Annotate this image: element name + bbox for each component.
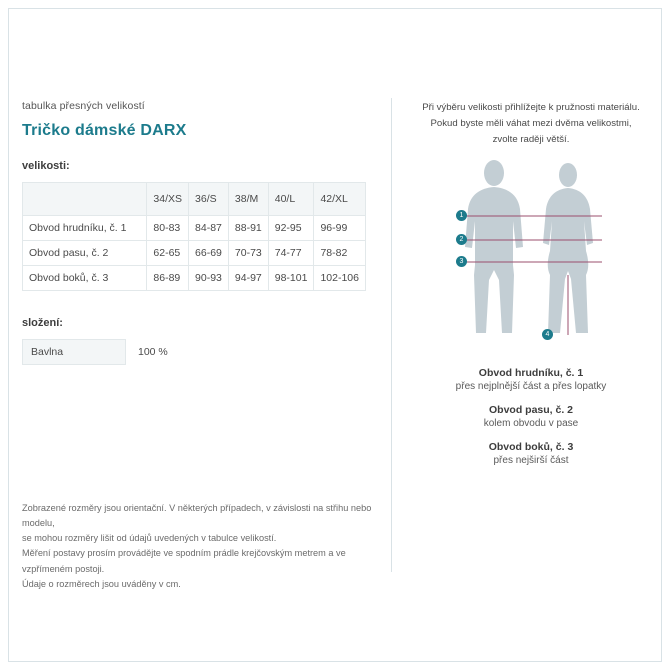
sizes-label: velikosti:: [22, 160, 70, 172]
intro-line: zvolte raději větší.: [492, 133, 570, 145]
table-cell: 88-91: [228, 216, 268, 241]
table-header-row: [23, 183, 366, 216]
table-header-cell: [23, 183, 147, 216]
table-cell: 94-97: [228, 266, 268, 291]
intro-line: Pokud byste měli váhat mezi dvěma velikostmi,: [430, 117, 632, 129]
table-header-cell: 40/L: [268, 183, 314, 216]
note-line: se mohou rozměry lišit od údajů uvedených v tabulce velikostí.: [22, 533, 277, 544]
table-cell: 66-69: [189, 241, 229, 266]
table-header-cell: 34/XS: [147, 183, 189, 216]
badge-2: 2: [456, 234, 467, 245]
badge-4: 4: [542, 329, 553, 340]
table-cell: 98-101: [268, 266, 314, 291]
badge-3: 3: [456, 256, 467, 267]
note-line: Měření postavy prosím provádějte ve spodním prádle krejčovským metrem a ve vzpřímeném postoji.: [22, 548, 346, 574]
table-header-cell: 42/XL: [314, 183, 366, 216]
table-cell: 96-99: [314, 216, 366, 241]
size-table-head: [23, 183, 366, 216]
kicker-text: tabulka přesných velikostí: [22, 100, 145, 112]
row-label: Obvod hrudníku, č. 1: [23, 216, 147, 241]
table-cell: 102-106: [314, 266, 366, 291]
badge-1: 1: [456, 210, 467, 221]
table-header-cell: 36/S: [189, 183, 229, 216]
measurement-legend: [416, 367, 646, 466]
table-cell: 86-89: [147, 266, 189, 291]
table-cell: 92-95: [268, 216, 314, 241]
note-line: Zobrazené rozměry jsou orientační. V některých případech, v závislosti na střihu nebo modelu,: [22, 502, 372, 529]
table-cell: 74-77: [268, 241, 314, 266]
disclaimer-notes: [22, 501, 382, 592]
row-label: Obvod pasu, č. 2: [23, 241, 147, 266]
composition-table: [22, 339, 176, 365]
measurement-title: Obvod boků, č. 3: [488, 441, 574, 454]
composition-section: [22, 317, 391, 365]
content-area: [0, 90, 670, 589]
body-figures: [416, 155, 646, 355]
table-cell: 70-73: [228, 241, 268, 266]
table-cell: 84-87: [189, 216, 229, 241]
table-header-cell: 38/M: [228, 183, 268, 216]
size-table: [22, 182, 366, 291]
intro-text: [416, 100, 646, 147]
measurement-desc: kolem obvodu v pase: [483, 418, 579, 430]
table-row: [23, 266, 366, 291]
measurement-title: Obvod pasu, č. 2: [488, 404, 574, 417]
intro-line: Při výběru velikosti přihlížejte k pružnosti materiálu.: [422, 102, 640, 113]
table-row: [23, 241, 366, 266]
table-row: [23, 216, 366, 241]
table-row: [23, 340, 176, 365]
size-table-body: [23, 216, 366, 291]
note-line: Údaje o rozměrech jsou uváděny v cm.: [22, 578, 181, 589]
table-cell: 90-93: [189, 266, 229, 291]
male-silhouette: [465, 160, 523, 333]
material-percent: 100 %: [138, 346, 168, 358]
page-title: Tričko dámské DARX: [22, 122, 187, 139]
measurement-desc: přes nejširší část: [493, 455, 569, 467]
table-cell: 80-83: [147, 216, 189, 241]
material-name: Bavlna: [23, 340, 126, 365]
row-label: Obvod boků, č. 3: [23, 266, 147, 291]
measurement-title: Obvod hrudníku, č. 1: [478, 367, 584, 380]
table-cell: 78-82: [314, 241, 366, 266]
left-column: [0, 90, 391, 589]
table-cell: 62-65: [147, 241, 189, 266]
measurement-desc: přes nejplnější část a přes lopatky: [455, 381, 607, 393]
right-column: [392, 90, 670, 580]
figure-illustration: [416, 155, 646, 355]
composition-label: složení:: [22, 317, 63, 329]
